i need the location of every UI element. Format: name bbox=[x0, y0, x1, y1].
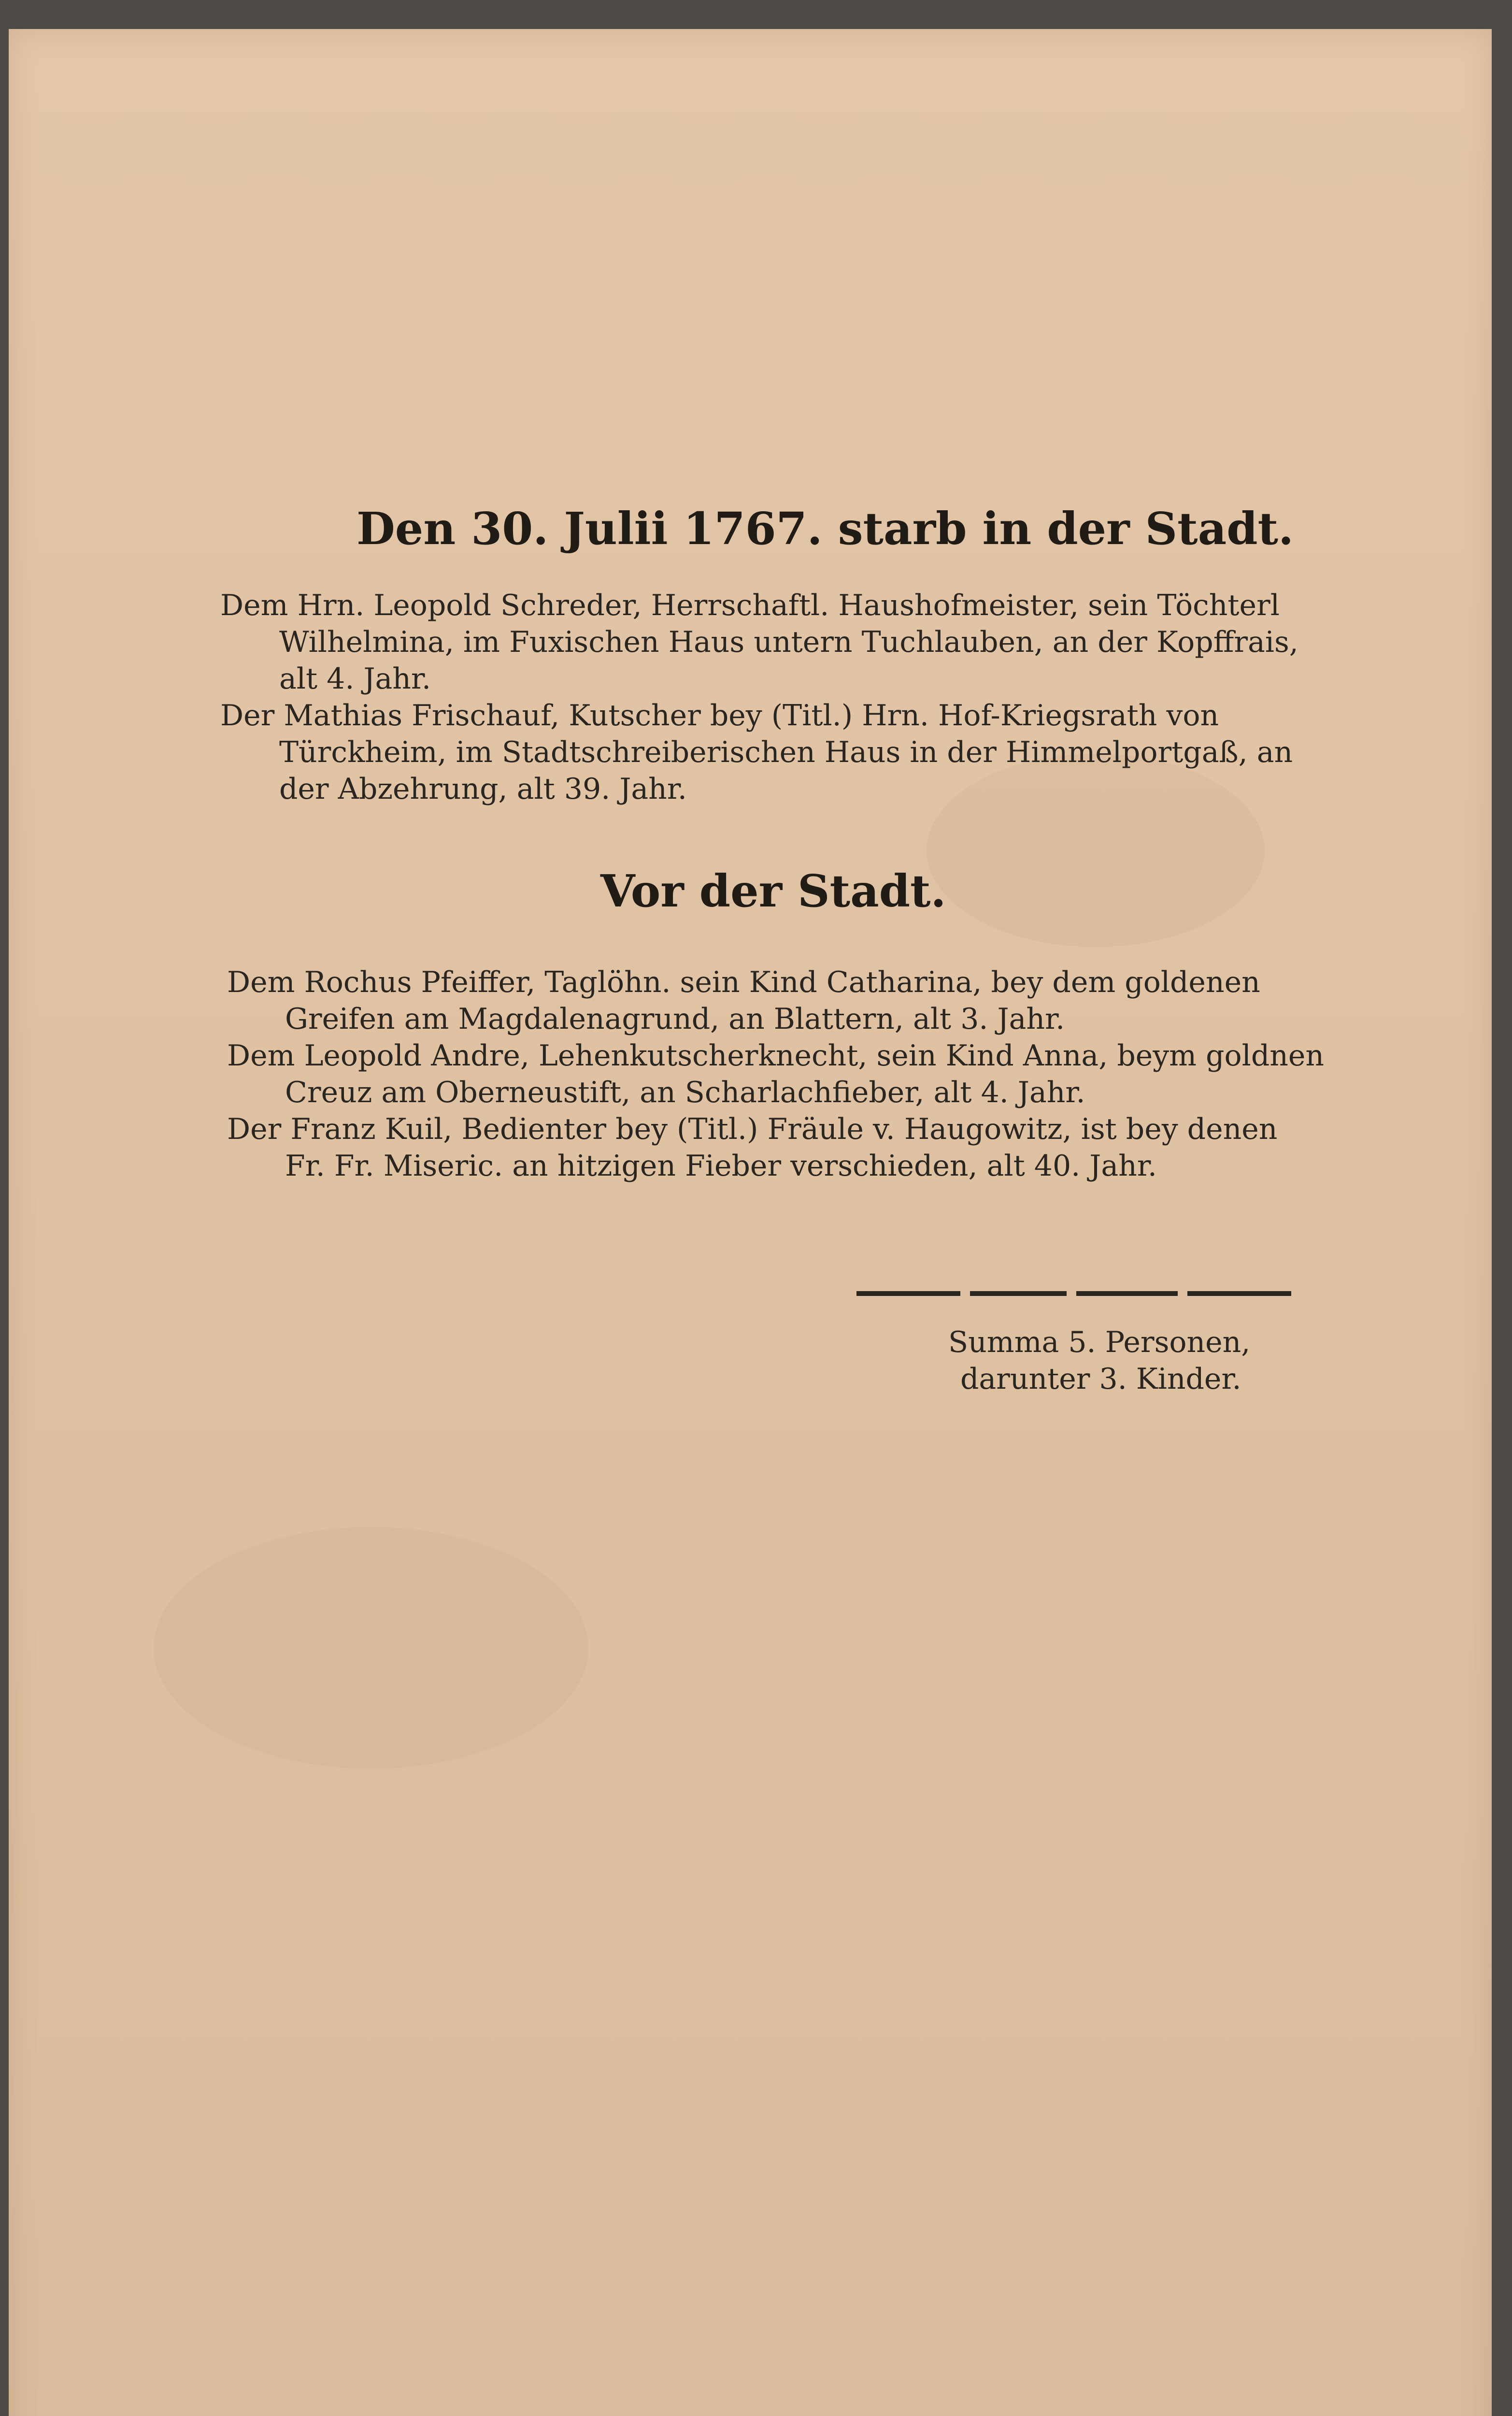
summary-children: darunter 3. Kinder. bbox=[960, 1362, 1241, 1396]
entry-line: Dem Leopold Andre, Lehenkutscherknecht, sein Kind Anna, beym goldnen bbox=[227, 1039, 1325, 1073]
entry-line: Der Mathias Frischauf, Kutscher bey (Titl.) Hrn. Hof-Kriegsrath von bbox=[220, 699, 1219, 733]
entry-line: Creuz am Oberneustift, an Scharlachfieber, alt 4. Jahr. bbox=[285, 1076, 1085, 1109]
entry-line: Fr. Fr. Miseric. an hitzigen Fieber verschieden, alt 40. Jahr. bbox=[285, 1149, 1157, 1183]
summary-rule-segment bbox=[856, 1291, 960, 1296]
main-heading: Den 30. Julii 1767. starb in der Stadt. bbox=[357, 503, 1294, 555]
paper-stain bbox=[927, 754, 1265, 947]
entry-line: der Abzehrung, alt 39. Jahr. bbox=[279, 772, 687, 806]
summary-rule-segment bbox=[1187, 1291, 1291, 1296]
entry-line: Wilhelmina, im Fuxischen Haus untern Tuchlauben, an der Kopffrais, bbox=[279, 625, 1298, 659]
entry-line: Der Franz Kuil, Bedienter bey (Titl.) Fräule v. Haugowitz, ist bey denen bbox=[227, 1112, 1278, 1146]
suburb-heading: Vor der Stadt. bbox=[600, 865, 946, 917]
summary-rule-segment bbox=[1076, 1291, 1178, 1296]
entry-line: Greifen am Magdalenagrund, an Blattern, alt 3. Jahr. bbox=[285, 1002, 1065, 1036]
entry-line: Türckheim, im Stadtschreiberischen Haus in der Himmelportgaß, an bbox=[279, 735, 1293, 769]
entry-line: Dem Rochus Pfeiffer, Taglöhn. sein Kind Catharina, bey dem goldenen bbox=[227, 965, 1260, 999]
summary-total: Summa 5. Personen, bbox=[948, 1325, 1251, 1359]
entry-line: alt 4. Jahr. bbox=[279, 662, 431, 696]
summary-rule-segment bbox=[970, 1291, 1067, 1296]
paper-stain bbox=[154, 1527, 588, 1769]
entry-line: Dem Hrn. Leopold Schreder, Herrschaftl. Haushofmeister, sein Töchterl bbox=[220, 589, 1280, 622]
document-page bbox=[9, 29, 1492, 2416]
